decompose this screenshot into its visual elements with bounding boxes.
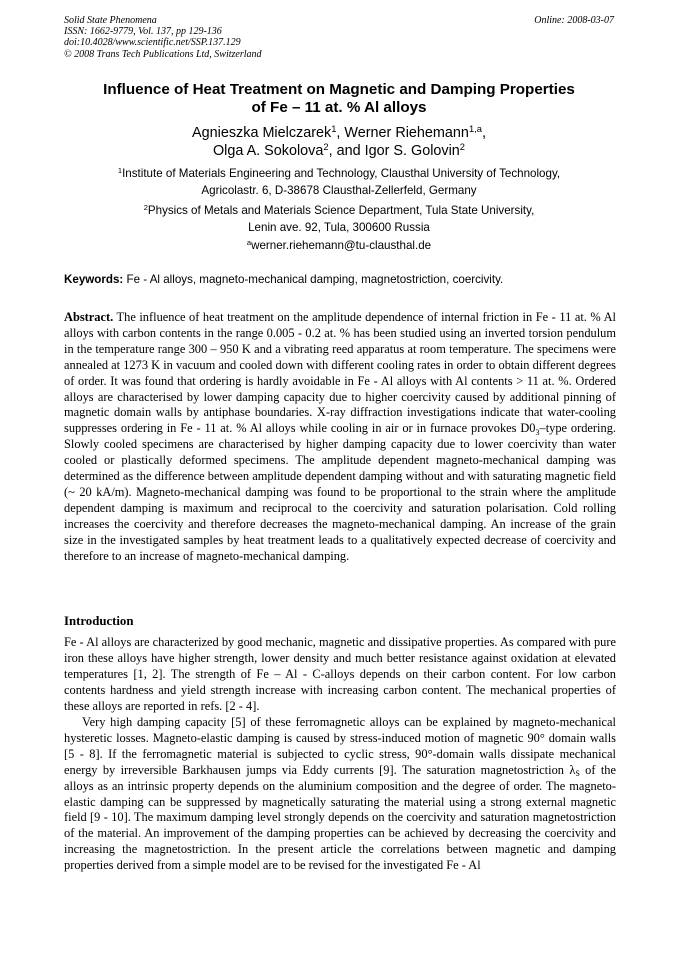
journal-header: [64, 15, 424, 60]
affiliation-2-line-1: [64, 203, 614, 220]
abstract-subscript: 3: [535, 427, 540, 437]
affiliation-mark: 2: [143, 202, 148, 212]
paragraph-text-2: of the alloys as an intrinsic property depends on the aluminium composition and the degree of order. The magneto-elastic damping can be suppressed by magnetically saturating the material using a strong external magnetic field [9 - 10]. The maximum damping level strongly depends on the coercivity and saturation magnetostriction of the material. An improvement of the damping properties can be achieved by decreasing the coercivity and increasing the magnetostriction. In the present article the correlations between magnetic and damping properties derived from a simple model are to be revised for the investigated Fe - Al: [64, 762, 616, 873]
contact-email: [64, 238, 614, 255]
affiliation-1-line-1: [64, 166, 614, 183]
authors-line-2: [64, 142, 614, 160]
author-affil-mark: 2: [323, 141, 329, 152]
abstract-text-2: –type ordering. Slowly cooled specimens are characterised by higher damping capacity due to lower coercivity than water cooled or plastically deformed specimens. The amplitude dependent magneto-mechanical damping was determined as the difference between amplitude dependent damping without and with saturating magnetic field (~ 20 kA/m). Magneto-mechanical damping was found to be proportional to the strain where the amplitude dependent damping is maximum and reciprocal to the coercivity and saturation polarisation. Cold rolling increases the coercivity and therefore decreases the magneto-mechanical damping. An increase of the grain size in the investigated samples by heat treatment leads to a qualitatively expected decrease of coercivity and therefore to an increase of magneto-mechanical damping.: [64, 421, 616, 563]
journal-name: Solid State Phenomena: [64, 15, 157, 26]
journal-issn: ISSN: 1662-9779, Vol. 137, pp 129-136: [64, 26, 222, 38]
author-affil-mark: 1: [331, 123, 337, 134]
author-affil-mark: 2: [459, 141, 465, 152]
keywords-label: Keywords:: [64, 273, 124, 286]
affiliation-mark: 1: [117, 165, 123, 175]
paper-title: [64, 81, 614, 117]
title-line-1: Influence of Heat Treatment on Magnetic and Damping Properties: [103, 81, 575, 98]
author-separator: , and: [328, 143, 365, 159]
author-name: Werner Riehemann: [344, 125, 469, 141]
author-name: Igor S. Golovin: [364, 143, 460, 159]
author-affil-mark: 1,a: [468, 123, 482, 134]
author-list: [64, 124, 614, 160]
abstract-label: Abstract.: [64, 310, 114, 324]
abstract: [64, 310, 616, 565]
paragraph-text-1: Very high damping capacity [5] of these ferromagnetic alloys can be explained by magneto-mechanical hysteretic losses. Magneto-elastic damping is caused by stress-induced motion of magnetic 90° domain walls [5 - 8]. If the ferromagnetic material is subjected to cyclic stress, 90°-domain walls dissipate mechanical energy by irreversible Barkhausen jumps via Eddy currents [9]. The saturation magnetostriction λ: [64, 715, 616, 777]
author-name: Olga A. Sokolova: [212, 143, 324, 159]
introduction-paragraph-1: Fe - Al alloys are characterized by good mechanic, magnetic and dissipative properties. As compared with pure iron these alloys have higher strength, lower density and much better resistance against oxidation at elevated temperatures [1, 2]. The strength of Fe – Al - C-alloys depends on their carbon content. For low carbon contents hardness and yield strength increase with increasing carbon content. The mechanical properties of these alloys are reported in refs. [2 - 4].: [64, 635, 616, 713]
affiliation-2: [64, 203, 614, 236]
journal-copyright: © 2008 Trans Tech Publications Ltd, Switzerland: [64, 48, 262, 60]
keywords: [64, 272, 616, 287]
introduction-heading: Introduction: [64, 614, 134, 628]
authors-line-1: [64, 124, 614, 142]
abstract-text-1: The influence of heat treatment on the amplitude dependence of internal friction in Fe - 11 at. % Al alloys with carbon contents in the range 0.005 - 0.2 at. % has been studied using an inverted torsion pendulum in the temperature range 300 – 950 K and a vibrating reed apparatus at room temperature. The specimens were annealed at 1273 K in vacuum and cooled down with different cooling rates in order to obtain different degrees of order. It was found that ordering is hardly avoidable in Fe - Al alloys with Al contents > 11 at. %. Ordered alloys are characterised by lower damping capacity due to higher coercivity caused by additional pinning of magnetic domain walls by antiphase boundaries. X-ray diffraction investigations indicate that water-cooling suppresses ordering in Fe - 11 at. % Al alloys while cooling in air or in furnace provokes D0: [64, 310, 616, 436]
affiliation-text: Physics of Metals and Materials Science Department, Tula State University,: [147, 204, 535, 217]
online-date: Online: 2008-03-07: [534, 15, 614, 26]
affiliation-2-line-2: Lenin ave. 92, Tula, 300600 Russia: [248, 220, 430, 234]
email-mark: a: [246, 237, 252, 247]
title-line-2: of Fe – 11 at. % Al alloys: [251, 99, 427, 116]
affiliation-1: [64, 166, 614, 199]
journal-doi: doi:10.4028/www.scientific.net/SSP.137.129: [64, 37, 241, 49]
introduction-paragraph-2: [64, 715, 616, 874]
author-separator: ,: [481, 125, 486, 141]
affiliation-text: Institute of Materials Engineering and Technology, Clausthal University of Technology,: [122, 167, 561, 180]
email-address: werner.riehemann@tu-clausthal.de: [251, 239, 432, 252]
keywords-text: Fe - Al alloys, magneto-mechanical damping, magnetostriction, coercivity.: [123, 273, 504, 286]
lambda-subscript: S: [575, 769, 580, 779]
author-separator: ,: [336, 125, 345, 141]
affiliation-1-line-2: Agricolastr. 6, D-38678 Clausthal-Zellerfeld, Germany: [201, 183, 477, 197]
author-name: Agnieszka Mielczarek: [192, 125, 332, 141]
